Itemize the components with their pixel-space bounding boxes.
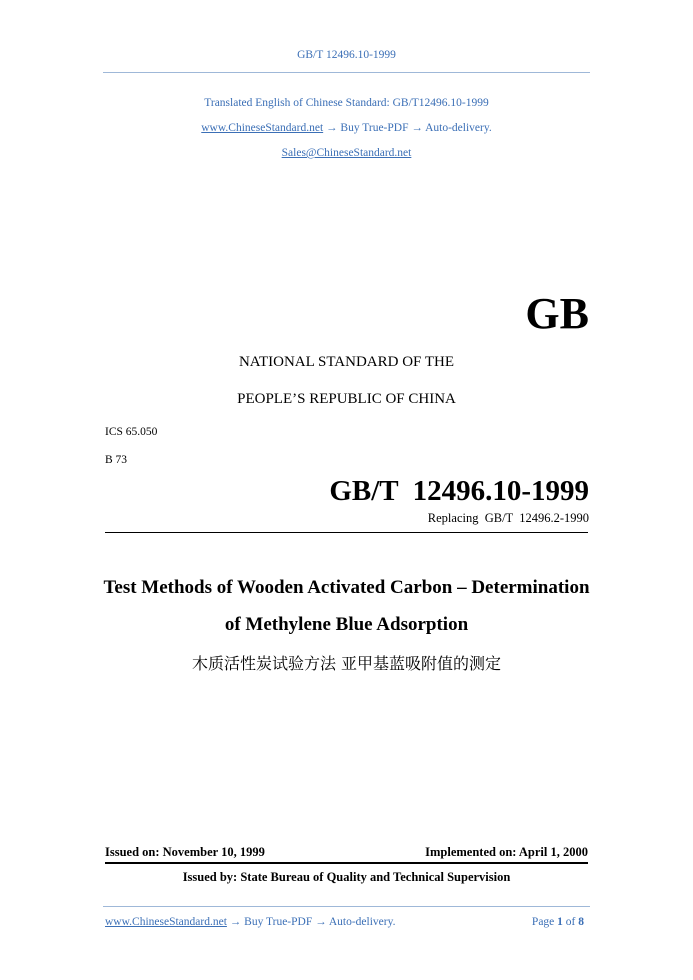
header-doc-id: GB/T 12496.10-1999 (297, 49, 396, 61)
dates-rule (105, 862, 588, 864)
page-indicator (532, 916, 584, 928)
issued-date: Issued on: November 10, 1999 (105, 845, 265, 859)
ics-code: ICS 65.050 (105, 426, 158, 438)
page-total: 8 (578, 916, 584, 928)
promo-translated-line: Translated English of Chinese Standard: GB/T12496.10-1999 (204, 97, 489, 109)
page-current: 1 (557, 916, 563, 928)
promo-buy-text: → Buy True-PDF → Auto-delivery. (326, 122, 492, 134)
implemented-date: Implemented on: April 1, 2000 (425, 845, 588, 859)
footer-buy-line (105, 916, 395, 928)
promo-site-link[interactable]: www.ChineseStandard.net (201, 122, 324, 134)
standard-rule (105, 532, 588, 533)
title-chinese: 木质活性炭试验方法 亚甲基蓝吸附值的测定 (191, 654, 502, 673)
gb-logo: GB (525, 289, 589, 338)
title-line-2: of Methylene Blue Adsorption (224, 614, 469, 635)
issuer: Issued by: State Bureau of Quality and Technical Supervision (182, 870, 511, 884)
ccs-code: B 73 (105, 454, 128, 466)
footer-buy-text: → Buy True-PDF → Auto-delivery. (229, 916, 396, 928)
footer-site-link[interactable]: www.ChineseStandard.net (105, 916, 227, 928)
national-line-1: NATIONAL STANDARD OF THE (238, 354, 455, 370)
header-rule (103, 72, 590, 73)
footer-rule (103, 906, 590, 907)
title-line-1: Test Methods of Wooden Activated Carbon – Determination (103, 577, 590, 598)
promo-email-line (0, 147, 693, 159)
page-of: of (565, 916, 576, 928)
promo-email-link[interactable]: Sales@ChineseStandard.net (281, 147, 412, 159)
standard-number: GB/T 12496.10-1999 (329, 475, 589, 507)
page-label: Page (531, 916, 555, 928)
replacing-note: Replacing GB/T 12496.2-1990 (427, 511, 589, 525)
promo-buy-line (0, 122, 693, 134)
national-line-2: PEOPLE’S REPUBLIC OF CHINA (237, 391, 456, 407)
